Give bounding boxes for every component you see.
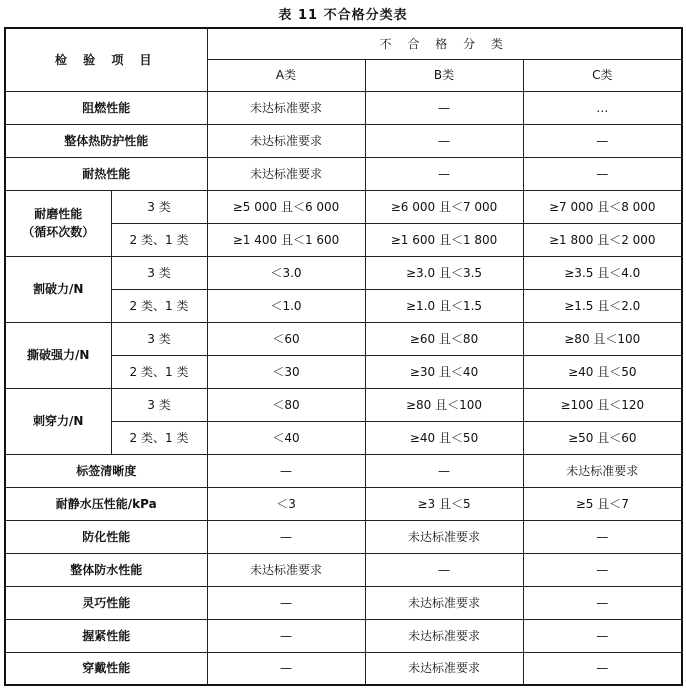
- cell-c: —: [523, 586, 682, 619]
- cell-c: —: [523, 652, 682, 685]
- cell-b: —: [365, 553, 523, 586]
- cell-c: 未达标准要求: [523, 454, 682, 487]
- table-row: [5, 487, 682, 520]
- row-subclass: 2 类、1 类: [111, 421, 207, 454]
- cell-a: ＜3.0: [207, 256, 365, 289]
- cell-b: 未达标准要求: [365, 619, 523, 652]
- cell-c: ≥1 800 且＜2 000: [523, 223, 682, 256]
- table-row: [5, 652, 682, 685]
- cell-b: ≥3.0 且＜3.5: [365, 256, 523, 289]
- cell-c: ≥100 且＜120: [523, 388, 682, 421]
- cell-a: ＜40: [207, 421, 365, 454]
- row-subclass: 3 类: [111, 256, 207, 289]
- cell-c: —: [523, 619, 682, 652]
- cell-a: 未达标准要求: [207, 91, 365, 124]
- cell-a: 未达标准要求: [207, 124, 365, 157]
- table-row: [5, 322, 682, 355]
- cell-b: —: [365, 124, 523, 157]
- cell-c: —: [523, 157, 682, 190]
- row-item: 刺穿力/N: [5, 388, 111, 454]
- cell-c: —: [523, 520, 682, 553]
- cell-c: ≥3.5 且＜4.0: [523, 256, 682, 289]
- row-item-line1: 耐磨性能: [34, 207, 83, 221]
- cell-a: —: [207, 619, 365, 652]
- row-item: 防化性能: [5, 520, 207, 553]
- cell-a: ＜30: [207, 355, 365, 388]
- cell-b: ≥80 且＜100: [365, 388, 523, 421]
- header-item: 检 验 项 目: [5, 28, 207, 91]
- table-row: [5, 586, 682, 619]
- table-row: [5, 124, 682, 157]
- cell-a: ＜80: [207, 388, 365, 421]
- row-subclass: 2 类、1 类: [111, 289, 207, 322]
- row-item: 阻燃性能: [5, 91, 207, 124]
- header-class-a: A类: [207, 59, 365, 91]
- cell-a: ＜3: [207, 487, 365, 520]
- row-subclass: 2 类、1 类: [111, 223, 207, 256]
- nonconformity-table: [4, 27, 683, 686]
- cell-b: —: [365, 157, 523, 190]
- cell-a: ＜60: [207, 322, 365, 355]
- cell-a: —: [207, 520, 365, 553]
- table-row: [5, 190, 682, 223]
- row-item: 耐热性能: [5, 157, 207, 190]
- row-item: 割破力/N: [5, 256, 111, 322]
- cell-a: —: [207, 454, 365, 487]
- cell-b: ≥1.0 且＜1.5: [365, 289, 523, 322]
- row-subclass: 2 类、1 类: [111, 355, 207, 388]
- table-row: [5, 553, 682, 586]
- cell-b: 未达标准要求: [365, 652, 523, 685]
- row-item: 标签清晰度: [5, 454, 207, 487]
- header-row-1: [5, 28, 682, 59]
- cell-b: ≥40 且＜50: [365, 421, 523, 454]
- cell-b: ≥60 且＜80: [365, 322, 523, 355]
- cell-a: —: [207, 586, 365, 619]
- header-group: 不 合 格 分 类: [207, 28, 682, 59]
- table-row: [5, 256, 682, 289]
- cell-b: 未达标准要求: [365, 586, 523, 619]
- cell-b: —: [365, 91, 523, 124]
- row-subclass: 3 类: [111, 322, 207, 355]
- row-item: 耐静水压性能/kPa: [5, 487, 207, 520]
- cell-c: —: [523, 553, 682, 586]
- cell-a: ≥1 400 且＜1 600: [207, 223, 365, 256]
- row-item: 握紧性能: [5, 619, 207, 652]
- row-item-line2: （循环次数）: [22, 225, 95, 239]
- cell-a: ＜1.0: [207, 289, 365, 322]
- cell-c: ≥5 且＜7: [523, 487, 682, 520]
- row-subclass: 3 类: [111, 190, 207, 223]
- cell-a: —: [207, 652, 365, 685]
- row-subclass: 3 类: [111, 388, 207, 421]
- table-row: [5, 388, 682, 421]
- cell-b: ≥6 000 且＜7 000: [365, 190, 523, 223]
- row-item: 穿戴性能: [5, 652, 207, 685]
- cell-a: 未达标准要求: [207, 157, 365, 190]
- header-class-b: B类: [365, 59, 523, 91]
- cell-c: ≥50 且＜60: [523, 421, 682, 454]
- cell-a: 未达标准要求: [207, 553, 365, 586]
- cell-c: ≥1.5 且＜2.0: [523, 289, 682, 322]
- row-item: 整体热防护性能: [5, 124, 207, 157]
- cell-b: ≥3 且＜5: [365, 487, 523, 520]
- row-item: 灵巧性能: [5, 586, 207, 619]
- cell-b: 未达标准要求: [365, 520, 523, 553]
- row-item: 撕破强力/N: [5, 322, 111, 388]
- cell-c: —: [523, 124, 682, 157]
- row-item: 整体防水性能: [5, 553, 207, 586]
- cell-c: ≥40 且＜50: [523, 355, 682, 388]
- table-title: 表 11 不合格分类表: [278, 8, 408, 23]
- row-item: [5, 190, 111, 256]
- table-row: [5, 520, 682, 553]
- table-row: [5, 454, 682, 487]
- cell-b: ≥30 且＜40: [365, 355, 523, 388]
- table-row: [5, 619, 682, 652]
- header-class-c: C类: [523, 59, 682, 91]
- cell-c: ≥7 000 且＜8 000: [523, 190, 682, 223]
- cell-c: ≥80 且＜100: [523, 322, 682, 355]
- cell-c: …: [523, 91, 682, 124]
- table-row: [5, 157, 682, 190]
- table-row: [5, 91, 682, 124]
- cell-b: ≥1 600 且＜1 800: [365, 223, 523, 256]
- cell-b: —: [365, 454, 523, 487]
- cell-a: ≥5 000 且＜6 000: [207, 190, 365, 223]
